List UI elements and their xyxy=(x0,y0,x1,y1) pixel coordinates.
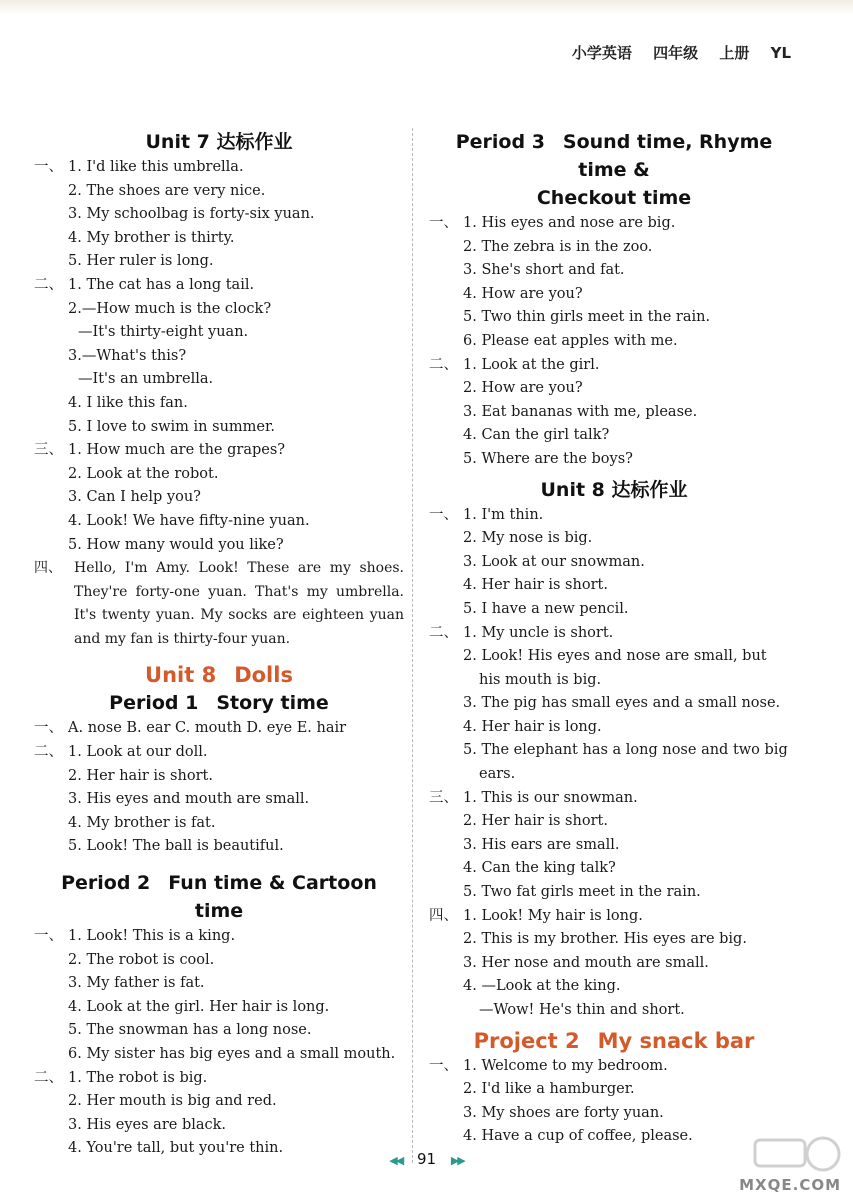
answer-text: 3. The pig has small eyes and a small nose. xyxy=(463,695,781,712)
answer-text: 5. Two thin girls meet in the rain. xyxy=(463,309,711,326)
answer-text: 2. Look! His eyes and nose are small, but xyxy=(463,648,767,665)
answer-line xyxy=(34,439,404,463)
section-marker: 二、 xyxy=(429,624,458,641)
answer-text: 3. Look at our snowman. xyxy=(463,553,645,570)
answer-text: 1. Look at our doll. xyxy=(68,744,208,761)
answer-line xyxy=(429,739,799,763)
period3-title xyxy=(429,128,799,184)
answer-text: 6. Please eat apples with me. xyxy=(463,332,678,349)
answer-line xyxy=(429,881,799,905)
answer-line xyxy=(34,949,404,973)
answer-line xyxy=(34,274,404,298)
answer-text: 3. My shoes are forty yuan. xyxy=(463,1104,664,1121)
answer-line xyxy=(429,1078,799,1102)
answer-line xyxy=(429,1125,799,1149)
right-column xyxy=(429,128,799,1149)
header-subject: 小学英语 xyxy=(571,44,632,62)
answer-text: 6. My sister has big eyes and a small mouth. xyxy=(68,1046,396,1062)
unit8-answer-list xyxy=(429,504,799,1023)
answer-line xyxy=(34,298,404,322)
project2-title-number: Project 2 xyxy=(473,1028,580,1053)
answer-text: 2. This is my brother. His eyes are big. xyxy=(463,931,747,948)
answer-text: 3. Her nose and mouth are small. xyxy=(463,954,709,971)
answer-line xyxy=(34,463,404,487)
answer-text: 1. Welcome to my bedroom. xyxy=(463,1057,668,1074)
answer-text: 1. The robot is big. xyxy=(68,1069,208,1086)
answer-line xyxy=(429,401,799,425)
answer-text: his mouth is big. xyxy=(479,671,602,688)
answer-line xyxy=(429,787,799,811)
answer-line xyxy=(34,250,404,274)
project2-title-name: My snack bar xyxy=(597,1028,755,1053)
answer-text: 5. The elephant has a long nose and two big xyxy=(463,742,788,759)
answer-line xyxy=(34,788,404,812)
answer-text: —It's thirty-eight yuan. xyxy=(78,324,249,341)
answer-text: 5. The snowman has a long nose. xyxy=(68,1022,312,1039)
section-marker: 二、 xyxy=(34,1069,63,1086)
answer-line xyxy=(34,996,404,1020)
answer-text: 1. How much are the grapes? xyxy=(68,442,286,459)
answer-line xyxy=(34,1019,404,1043)
answer-text: 4. Can the king talk? xyxy=(463,860,616,877)
answer-line xyxy=(34,765,404,789)
period1-title-name: Story time xyxy=(216,692,329,715)
answer-text: 2. The zebra is in the zoo. xyxy=(463,238,653,255)
answer-line xyxy=(429,975,799,999)
answer-line xyxy=(429,283,799,307)
section-marker: 一、 xyxy=(34,928,63,945)
answer-text: 1. Look! My hair is long. xyxy=(463,907,643,924)
page-footer xyxy=(0,1150,853,1168)
answer-line xyxy=(34,227,404,251)
answer-text: 1. Look! This is a king. xyxy=(68,928,236,945)
answer-line xyxy=(34,534,404,558)
answer-line xyxy=(429,622,799,646)
answer-text: 5. Her ruler is long. xyxy=(68,253,214,270)
answer-line xyxy=(429,763,799,787)
answer-line xyxy=(429,259,799,283)
answer-text: 3. His eyes and mouth are small. xyxy=(68,791,310,808)
answer-text: 5. Where are the boys? xyxy=(463,450,633,467)
answer-line xyxy=(429,810,799,834)
answer-line xyxy=(34,835,404,859)
period2-title xyxy=(34,869,404,925)
unit8-title-number: Unit 8 xyxy=(145,663,217,688)
section-marker: 二、 xyxy=(34,744,63,761)
column-divider xyxy=(412,128,413,1163)
answer-text: 3. Can I help you? xyxy=(68,489,201,506)
answer-line xyxy=(34,741,404,765)
answer-text: 3. My father is fat. xyxy=(68,975,205,992)
answer-line xyxy=(34,925,404,949)
answer-text: 2. I'd like a hamburger. xyxy=(463,1081,635,1098)
answer-text: 1. I'd like this umbrella. xyxy=(68,159,244,175)
answer-line xyxy=(429,377,799,401)
section-marker: 二、 xyxy=(34,276,63,293)
period3-title-name: Sound time, Rhyme time & xyxy=(562,131,773,181)
answer-line xyxy=(429,504,799,528)
answer-line xyxy=(34,510,404,534)
answer-line xyxy=(34,180,404,204)
answer-line xyxy=(34,156,404,180)
answer-line xyxy=(429,857,799,881)
period1-title xyxy=(34,689,404,717)
period2-title-number: Period 2 xyxy=(61,872,151,895)
answer-line xyxy=(429,669,799,693)
unit8-test-title: Unit 8 达标作业 xyxy=(540,478,688,501)
answer-line xyxy=(429,354,799,378)
answer-line xyxy=(429,716,799,740)
answer-text: 1. His eyes and nose are big. xyxy=(463,215,676,231)
answer-text: 2. How are you? xyxy=(463,380,583,397)
answer-line xyxy=(34,486,404,510)
answer-line xyxy=(429,1055,799,1079)
answer-line xyxy=(429,999,799,1023)
answer-line xyxy=(34,345,404,369)
answer-text: 4. My brother is fat. xyxy=(68,814,216,831)
answer-text: 4. Her hair is long. xyxy=(463,718,602,735)
next-page-icon[interactable]: ▶▶ xyxy=(450,1154,464,1167)
answer-text: 2. My nose is big. xyxy=(463,530,593,547)
answer-line xyxy=(429,448,799,472)
answer-line xyxy=(34,1067,404,1091)
section-marker: 四、 xyxy=(429,907,458,924)
answer-line xyxy=(429,645,799,669)
unit7-test-title: Unit 7 达标作业 xyxy=(145,131,293,153)
answer-text: 5. Two fat girls meet in the rain. xyxy=(463,884,701,901)
section-marker: 一、 xyxy=(429,1057,458,1074)
answer-line xyxy=(34,1043,404,1067)
answer-text: —Wow! He's thin and short. xyxy=(479,1002,685,1018)
header-volume: 上册 xyxy=(719,44,750,62)
paragraph-text: Hello, I'm Amy. Look! These are my shoes. They're forty-one yuan. That's my umbrella. It's twenty yuan. My socks are eighteen yuan and my fan is thirty-four yuan. xyxy=(74,560,404,647)
section-marker: 三、 xyxy=(429,789,458,806)
answer-text: 2. The shoes are very nice. xyxy=(68,182,266,199)
answer-text: 2. Her hair is short. xyxy=(68,767,213,784)
answer-text: —It's an umbrella. xyxy=(78,371,214,388)
period3-title-number: Period 3 xyxy=(455,131,545,153)
answer-text: 1. My uncle is short. xyxy=(463,624,614,641)
answer-text: 2. Her mouth is big and red. xyxy=(68,1093,277,1110)
section-marker: 三、 xyxy=(34,442,63,459)
answer-line xyxy=(429,574,799,598)
answer-line xyxy=(429,306,799,330)
section-marker: 一、 xyxy=(429,215,458,231)
answer-text: 3.—What's this? xyxy=(68,347,187,364)
answer-line xyxy=(34,972,404,996)
answer-line xyxy=(34,717,404,741)
answer-line xyxy=(429,598,799,622)
project2-answer-list xyxy=(429,1055,799,1149)
answer-line xyxy=(34,203,404,227)
answer-line xyxy=(34,1114,404,1138)
prev-page-icon[interactable]: ◀◀ xyxy=(389,1154,403,1167)
answer-line xyxy=(429,330,799,354)
page-number: 91 xyxy=(416,1150,437,1168)
answer-text: 1. I'm thin. xyxy=(463,506,544,523)
answer-text: 4. My brother is thirty. xyxy=(68,229,235,246)
period2-answer-list xyxy=(34,925,404,1161)
section-marker: 四、 xyxy=(34,560,62,577)
unit8-title xyxy=(34,661,404,689)
answer-line xyxy=(34,1090,404,1114)
answer-text: 4. How are you? xyxy=(463,285,583,302)
answer-text: 4. Look at the girl. Her hair is long. xyxy=(68,998,330,1015)
answer-line xyxy=(429,952,799,976)
answer-line xyxy=(429,424,799,448)
section-marker: 一、 xyxy=(34,720,63,737)
header-grade: 四年级 xyxy=(653,44,699,62)
answer-text: 3. My schoolbag is forty-six yuan. xyxy=(68,206,315,223)
answer-text: 4. You're tall, but you're thin. xyxy=(68,1140,284,1157)
answer-text: 4. Have a cup of coffee, please. xyxy=(463,1128,693,1145)
answer-line xyxy=(429,1102,799,1126)
answer-text: 4. Her hair is short. xyxy=(463,577,608,594)
answer-line xyxy=(429,527,799,551)
answer-line xyxy=(34,392,404,416)
answer-text: 3. His ears are small. xyxy=(463,836,620,853)
section-marker: 二、 xyxy=(429,356,458,373)
page-header xyxy=(556,42,791,63)
section-marker: 一、 xyxy=(34,159,63,175)
answer-text: 3. Eat bananas with me, please. xyxy=(463,403,698,420)
answer-line xyxy=(34,812,404,836)
answer-text: ears. xyxy=(479,766,516,783)
answer-text: 1. This is our snowman. xyxy=(463,789,638,806)
period3-answer-list xyxy=(429,212,799,472)
answer-line xyxy=(429,905,799,929)
answer-line xyxy=(34,368,404,392)
answer-line xyxy=(34,321,404,345)
answer-text: 5. I love to swim in summer. xyxy=(68,418,275,435)
answer-text: 4. —Look at the king. xyxy=(463,978,621,995)
answer-text: 5. How many would you like? xyxy=(68,536,284,553)
period1-title-number: Period 1 xyxy=(109,692,199,715)
period3-title-cont: Checkout time xyxy=(536,187,692,209)
watermark-text: MXQE.COM xyxy=(739,1176,841,1194)
answer-line xyxy=(429,551,799,575)
period1-answer-list xyxy=(34,717,404,859)
answer-text: 4. Can the girl talk? xyxy=(463,427,610,444)
unit8-title-name: Dolls xyxy=(234,663,293,688)
answer-line xyxy=(429,692,799,716)
header-edition: YL xyxy=(770,44,791,62)
answer-line xyxy=(429,212,799,236)
left-column xyxy=(34,128,404,1161)
unit7-answer-list xyxy=(34,156,404,557)
period2-title-name: Fun time & Cartoon time xyxy=(168,872,377,923)
answer-text: 2. Look at the robot. xyxy=(68,465,219,482)
answer-text: A. nose B. ear C. mouth D. eye E. hair xyxy=(68,720,347,737)
answer-text: 2. Her hair is short. xyxy=(463,813,608,830)
answer-text: 2. The robot is cool. xyxy=(68,951,215,968)
unit7-paragraph-answer xyxy=(34,557,404,651)
answer-text: 2.—How much is the clock? xyxy=(68,300,272,317)
answer-text: 1. Look at the girl. xyxy=(463,356,600,373)
answer-text: 1. The cat has a long tail. xyxy=(68,276,255,293)
project2-title xyxy=(429,1027,799,1055)
answer-text: 3. She's short and fat. xyxy=(463,262,625,279)
answer-text: 4. I like this fan. xyxy=(68,394,188,411)
answer-text: 5. I have a new pencil. xyxy=(463,600,629,617)
answer-line xyxy=(34,416,404,440)
top-decoration xyxy=(0,0,853,14)
answer-line xyxy=(429,834,799,858)
answer-text: 5. Look! The ball is beautiful. xyxy=(68,838,284,855)
answer-text: 4. Look! We have fifty-nine yuan. xyxy=(68,512,310,529)
section-marker: 一、 xyxy=(429,506,458,523)
answer-line xyxy=(429,928,799,952)
answer-line xyxy=(429,236,799,260)
answer-text: 3. His eyes are black. xyxy=(68,1116,227,1133)
